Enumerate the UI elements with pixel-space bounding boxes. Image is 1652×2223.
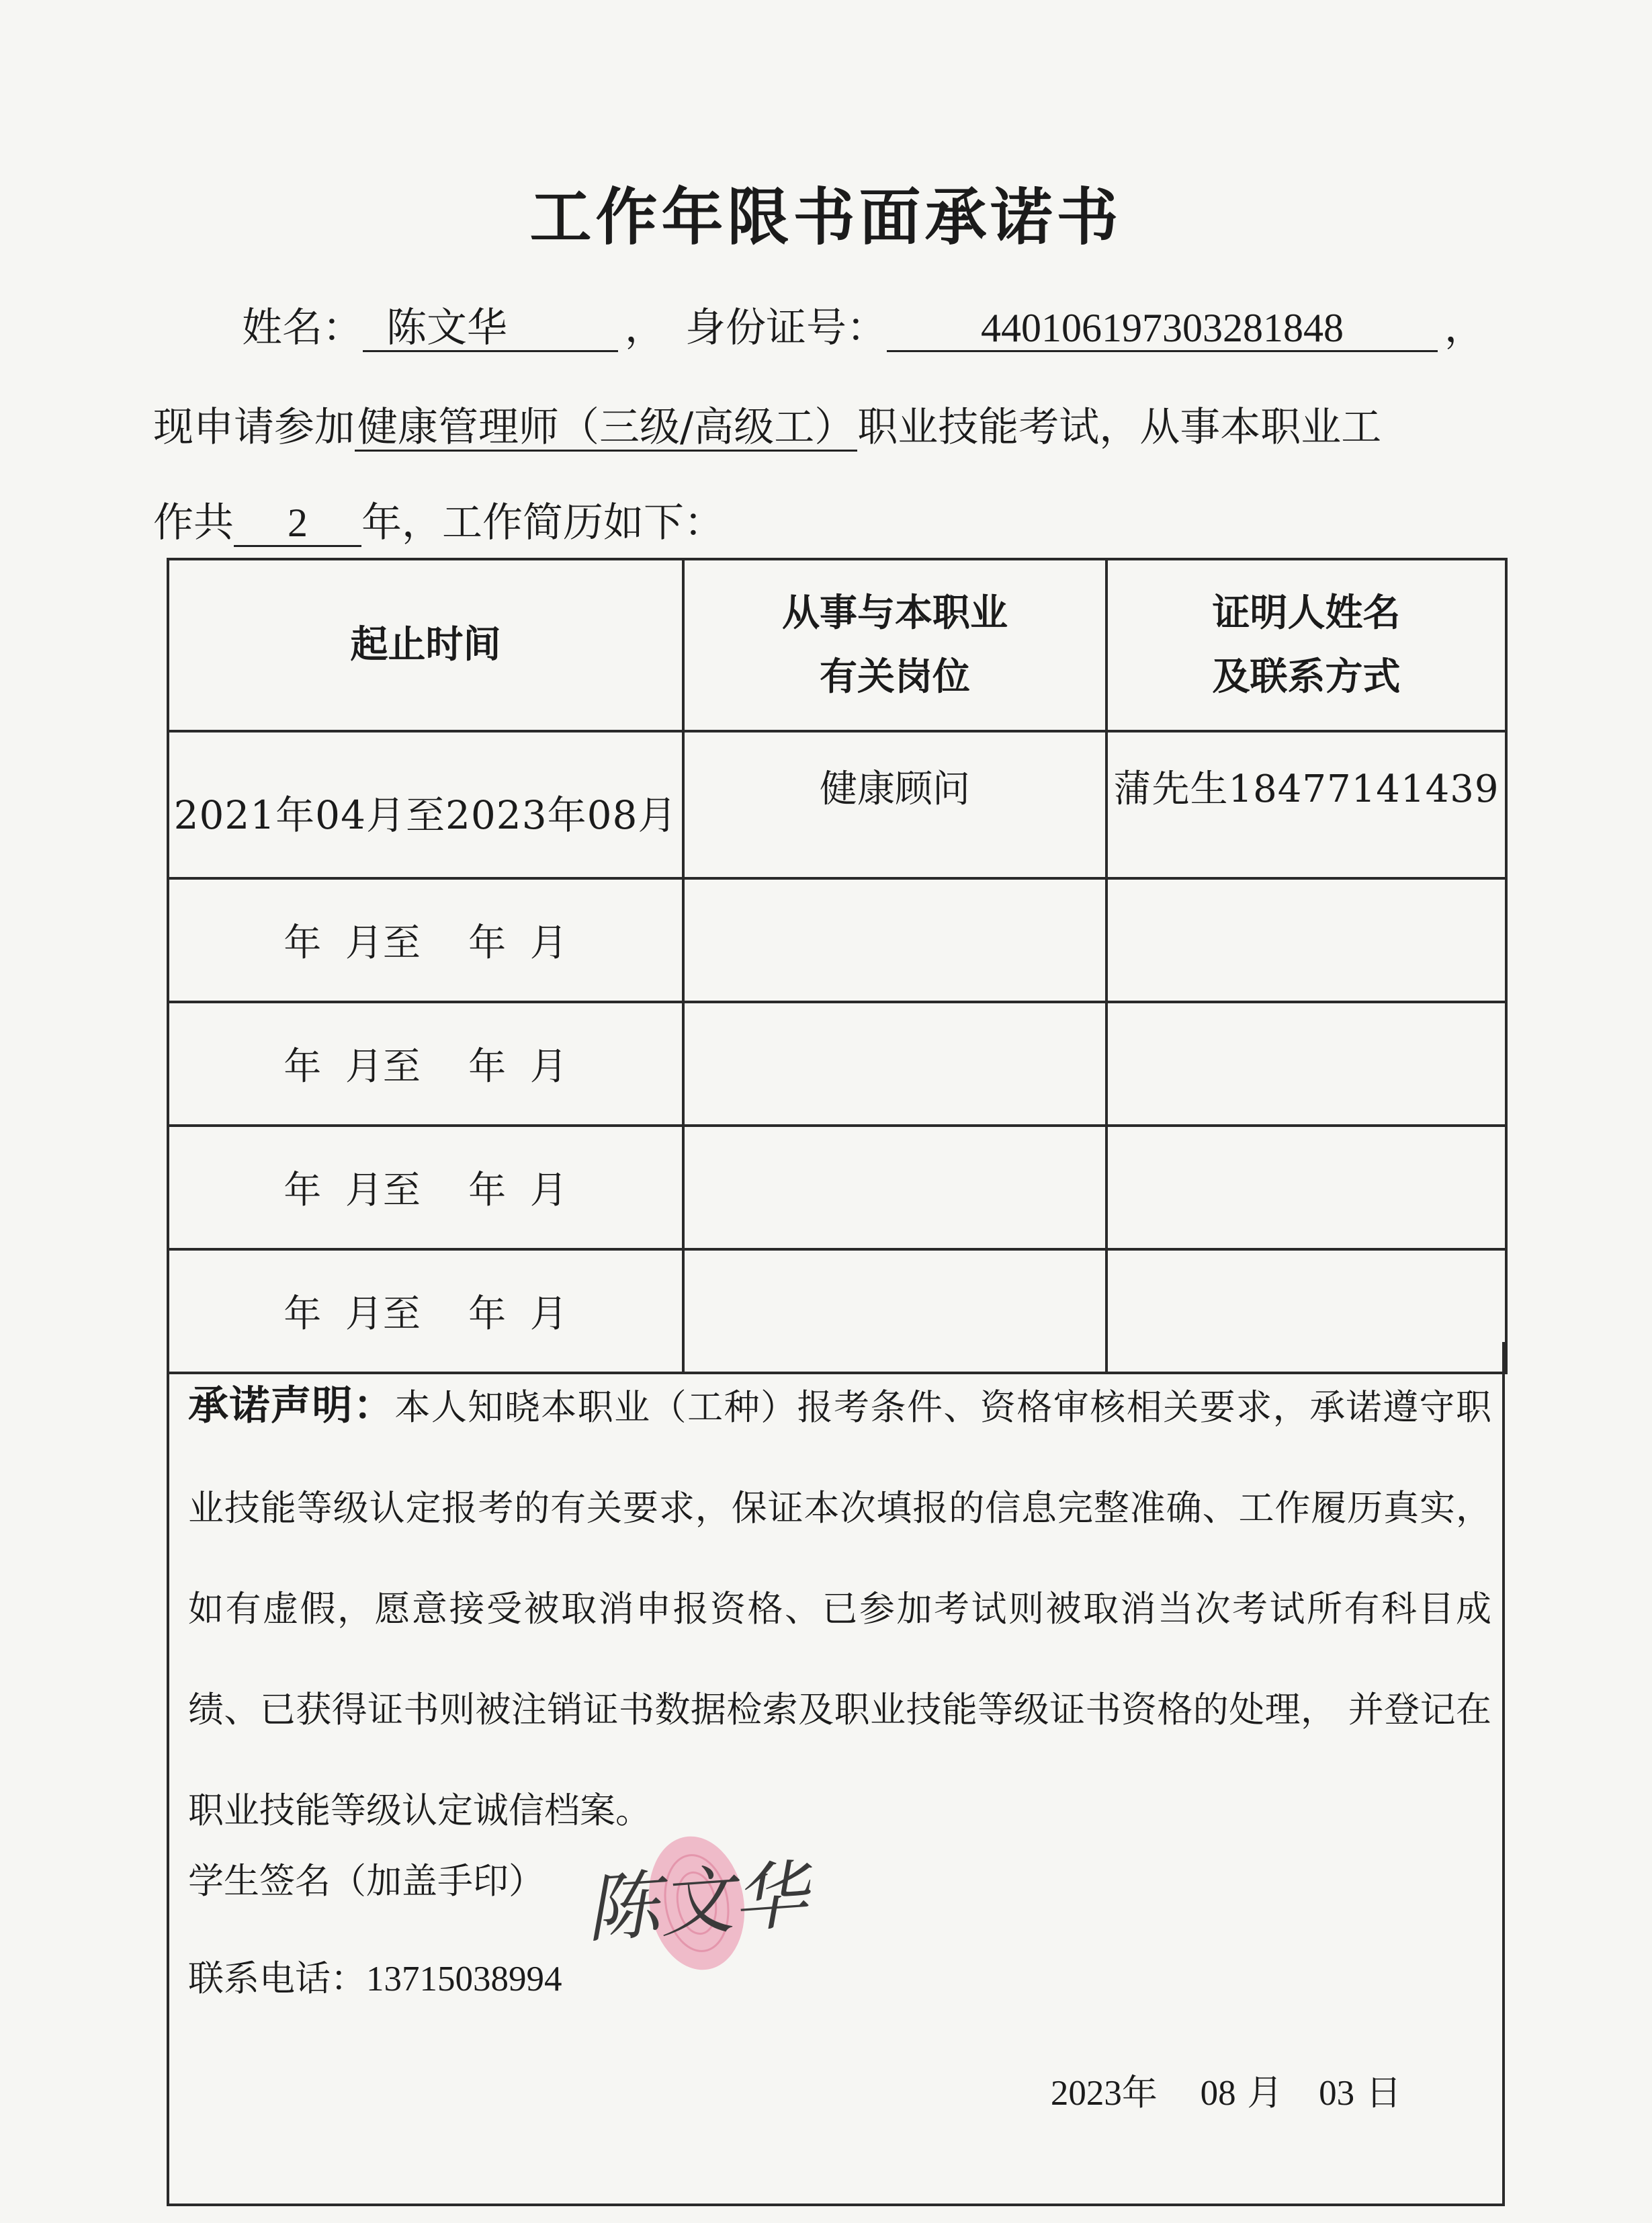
pledge-statement xyxy=(188,1355,1491,1861)
work-history-table xyxy=(167,558,1508,1374)
phone-value: 13715038994 xyxy=(366,1960,562,1999)
row-position xyxy=(683,1002,1106,1126)
header-witness: 证明人姓名 及联系方式 xyxy=(1106,559,1506,731)
pledge-section xyxy=(167,1342,1505,2206)
separator-comma: ， xyxy=(625,304,665,351)
row-period: 2021年04月至2023年08月 xyxy=(168,731,683,878)
signature-with-thumbprint xyxy=(579,1826,848,1980)
signature-label: 学生签名（加盖手印） xyxy=(188,1861,544,1902)
phone-line xyxy=(188,1950,562,2001)
date-year: 2023年 xyxy=(1050,2074,1158,2113)
signature-text: 陈文华 xyxy=(582,1851,810,1954)
row-position xyxy=(683,1126,1106,1249)
date-month-unit: 月 xyxy=(1247,2072,1283,2113)
row-position xyxy=(683,878,1106,1002)
name-value: 陈文华 xyxy=(363,306,618,352)
header-position: 从事与本职业 有关岗位 xyxy=(683,559,1106,731)
date-day-unit: 日 xyxy=(1366,2072,1401,2113)
id-number-value: 440106197303281848 xyxy=(887,306,1438,352)
row-period: 年 月至 年 月 xyxy=(168,1126,683,1249)
years-prefix: 作共 xyxy=(153,499,234,546)
table-row xyxy=(168,878,1506,1002)
id-label: 身份证号： xyxy=(685,304,887,351)
apply-prefix: 现申请参加 xyxy=(153,404,355,451)
row-period: 年 月至 年 月 xyxy=(168,1002,683,1126)
pledge-body: 本人知晓本职业（工种）报考条件、资格审核相关要求，承诺遵守职业技能等级认定报考的有关要求，保证本次填报的信息完整准确、工作履历真实，如有虚假，愿意接受被取消申报资格、已参加考试则被取消当次考试所有科目成绩、已获得证书则被注销证书数据检索及职业技能等级证书资格的处理， 并登记在职业技能等级认定诚信档案。 xyxy=(188,1387,1492,1831)
table-row xyxy=(168,1126,1506,1249)
row-position: 健康顾问 xyxy=(683,731,1106,878)
document-title: 工作年限书面承诺书 xyxy=(529,181,1123,253)
table-row xyxy=(168,1002,1506,1126)
sign-date xyxy=(1051,2064,1401,2115)
pledge-heading: 承诺声明： xyxy=(188,1382,395,1429)
row-witness xyxy=(1106,878,1506,1002)
row-witness xyxy=(1106,1126,1506,1249)
occupation-value: 健康管理师（三级/高级工） xyxy=(355,405,857,452)
row-period: 年 月至 年 月 xyxy=(168,878,683,1002)
apply-suffix: 职业技能考试，从事本职业工 xyxy=(857,404,1382,451)
name-id-line xyxy=(242,296,1485,353)
years-suffix: 年，工作简历如下： xyxy=(361,499,724,546)
years-line xyxy=(153,491,724,548)
table-row xyxy=(168,731,1506,878)
years-value: 2 xyxy=(234,501,361,547)
header-period: 起止时间 xyxy=(168,559,683,731)
date-month: 08 xyxy=(1200,2074,1236,2113)
row-witness xyxy=(1106,1002,1506,1126)
date-day: 03 xyxy=(1319,2074,1355,2113)
row-witness: 蒲先生18477141439 xyxy=(1106,731,1506,878)
row-period: 年 月至 年 月 xyxy=(168,1249,683,1373)
end-comma: ， xyxy=(1444,304,1485,351)
application-line xyxy=(153,395,1381,453)
table-header-row xyxy=(168,559,1506,731)
phone-label: 联系电话： xyxy=(188,1958,366,1999)
name-label: 姓名： xyxy=(242,304,363,351)
